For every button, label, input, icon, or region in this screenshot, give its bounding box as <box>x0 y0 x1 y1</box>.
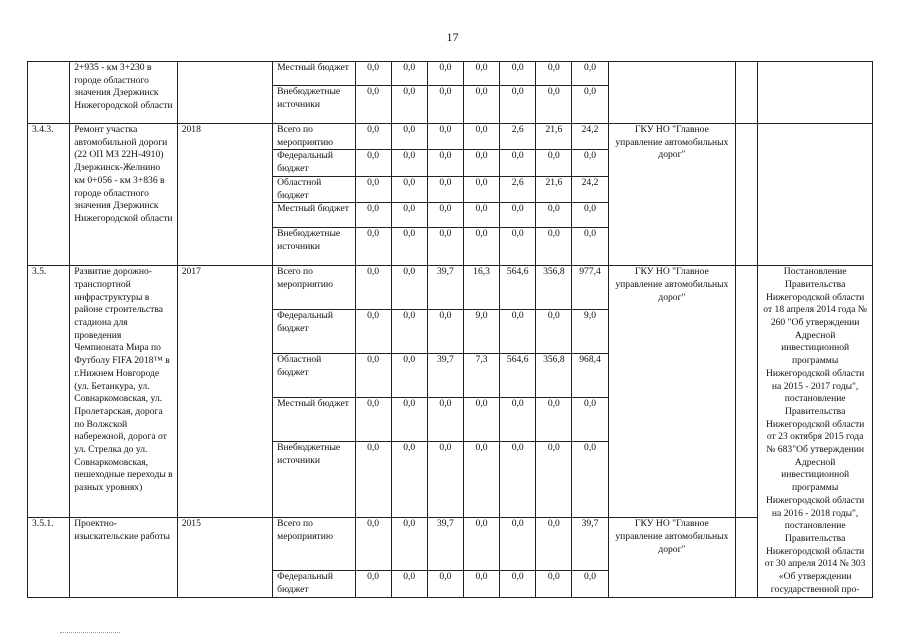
value-cell: 0,0 <box>536 86 572 124</box>
basis-document-cell: Постановление Правительства Нижегородской области от 18 апреля 2014 года № 260 "Об утверждении Адресной инвестиционной программы Нижегородской области на 2015 - 2017 годы", постановление Правительства Нижегородской области от 23 октября 2015 года № 683"Об утверждении Адресной инвестиционной программы Нижегородской области на 2016 - 2018 годы", постановление Правительства Нижегородской области от 30 апреля 2014 № 303 «Об утверждении государственной про- <box>758 266 873 597</box>
value-cell: 0,0 <box>355 86 391 124</box>
value-cell: 0,0 <box>500 571 536 597</box>
page-number: 17 <box>446 30 459 44</box>
value-cell: 0,0 <box>355 571 391 597</box>
value-cell: 0,0 <box>572 442 608 518</box>
item-name-cell: Ремонт участка автомобильной дороги (22 ОП МЗ 22Н-4910) Дзержинск-Желнино км 0+056 - км 3+836 в городе областного значения Дзержинск Нижегородской области <box>70 124 178 266</box>
value-cell: 0,0 <box>536 228 572 266</box>
value-cell: 0,0 <box>572 86 608 124</box>
value-cell: 0,0 <box>391 86 427 124</box>
value-cell: 0,0 <box>355 176 391 202</box>
value-cell: 0,0 <box>572 228 608 266</box>
year-cell: 2018 <box>177 124 272 266</box>
value-cell: 0,0 <box>391 228 427 266</box>
item-name-cell: Развитие дорожно-транспортной инфраструктуры в районе строительства стадиона для проведения Чемпионата Мира по Футболу FIFA 2018™ в г.Нижнем Новгороде (ул. Бетанкура, ул. Совнаркомовская, ул. Пролетарская, дорога по Волжской набережной, дорога от ул. Стрелка до ул. Совнаркомовская, пешеходные переходы в разных уровнях) <box>70 266 178 518</box>
value-cell: 21,6 <box>536 176 572 202</box>
value-cell: 39,7 <box>427 266 463 310</box>
funding-source-cell: Всего по мероприятию <box>273 518 355 571</box>
value-cell: 0,0 <box>500 86 536 124</box>
value-cell: 564,6 <box>500 266 536 310</box>
value-cell: 16,3 <box>463 266 499 310</box>
funding-source-cell: Внебюджетные источники <box>273 86 355 124</box>
value-cell: 0,0 <box>391 62 427 86</box>
value-cell: 0,0 <box>427 571 463 597</box>
funding-source-cell: Федеральный бюджет <box>273 310 355 354</box>
value-cell: 0,0 <box>463 442 499 518</box>
value-cell: 0,0 <box>536 518 572 571</box>
funding-source-cell: Областной бюджет <box>273 354 355 398</box>
value-cell: 9,0 <box>463 310 499 354</box>
value-cell: 0,0 <box>463 571 499 597</box>
value-cell: 0,0 <box>500 398 536 442</box>
value-cell: 0,0 <box>391 518 427 571</box>
item-number-cell: 3.5. <box>28 266 70 518</box>
value-cell: 0,0 <box>427 150 463 176</box>
table-row <box>28 518 873 571</box>
value-cell: 0,0 <box>500 518 536 571</box>
value-cell: 0,0 <box>391 150 427 176</box>
value-cell: 0,0 <box>427 228 463 266</box>
value-cell: 0,0 <box>572 62 608 86</box>
value-cell: 0,0 <box>427 86 463 124</box>
value-cell: 0,0 <box>427 124 463 150</box>
value-cell: 0,0 <box>463 176 499 202</box>
value-cell: 0,0 <box>427 398 463 442</box>
value-cell: 0,0 <box>427 62 463 86</box>
executor-cell: ГКУ НО "Главное управление автомобильных дорог" <box>608 266 736 518</box>
value-cell: 39,7 <box>572 518 608 571</box>
value-cell: 39,7 <box>427 354 463 398</box>
blank-cell <box>736 266 758 518</box>
funding-source-cell: Местный бюджет <box>273 398 355 442</box>
value-cell: 0,0 <box>355 354 391 398</box>
funding-source-cell: Всего по мероприятию <box>273 124 355 150</box>
value-cell: 7,3 <box>463 354 499 398</box>
scan-artifact <box>60 632 120 634</box>
value-cell: 0,0 <box>355 398 391 442</box>
value-cell: 0,0 <box>463 398 499 442</box>
value-cell: 0,0 <box>355 228 391 266</box>
value-cell: 0,0 <box>536 442 572 518</box>
value-cell: 24,2 <box>572 124 608 150</box>
value-cell: 0,0 <box>355 124 391 150</box>
value-cell: 0,0 <box>463 86 499 124</box>
value-cell: 0,0 <box>391 398 427 442</box>
value-cell: 0,0 <box>500 228 536 266</box>
funding-source-cell: Федеральный бюджет <box>273 571 355 597</box>
value-cell: 564,6 <box>500 354 536 398</box>
value-cell: 2,6 <box>500 124 536 150</box>
value-cell: 0,0 <box>572 571 608 597</box>
value-cell: 0,0 <box>391 266 427 310</box>
item-name-cell: Проектно-изыскательские работы <box>70 518 178 597</box>
table-row <box>28 266 873 310</box>
value-cell: 0,0 <box>391 354 427 398</box>
basis-document-cell <box>758 124 873 266</box>
funding-source-cell: Областной бюджет <box>273 176 355 202</box>
value-cell: 2,6 <box>500 176 536 202</box>
value-cell: 0,0 <box>355 150 391 176</box>
funding-source-cell: Внебюджетные источники <box>273 228 355 266</box>
value-cell: 0,0 <box>427 442 463 518</box>
value-cell: 0,0 <box>463 228 499 266</box>
value-cell: 0,0 <box>391 203 427 228</box>
year-cell <box>177 62 272 124</box>
value-cell: 21,6 <box>536 124 572 150</box>
value-cell: 39,7 <box>427 518 463 571</box>
value-cell: 0,0 <box>391 442 427 518</box>
value-cell: 0,0 <box>500 310 536 354</box>
value-cell: 0,0 <box>355 266 391 310</box>
value-cell: 0,0 <box>500 150 536 176</box>
blank-cell <box>736 62 758 124</box>
item-name-cell: 2+935 - км 3+230 в городе областного значения Дзержинск Нижегородской области <box>70 62 178 124</box>
value-cell: 0,0 <box>500 62 536 86</box>
value-cell: 0,0 <box>391 310 427 354</box>
value-cell: 977,4 <box>572 266 608 310</box>
value-cell: 0,0 <box>427 310 463 354</box>
value-cell: 0,0 <box>463 150 499 176</box>
value-cell: 24,2 <box>572 176 608 202</box>
funding-source-cell: Всего по мероприятию <box>273 266 355 310</box>
value-cell: 0,0 <box>500 203 536 228</box>
year-cell: 2017 <box>177 266 272 518</box>
value-cell: 0,0 <box>427 176 463 202</box>
program-table <box>27 61 873 598</box>
value-cell: 9,0 <box>572 310 608 354</box>
item-number-cell: 3.4.3. <box>28 124 70 266</box>
value-cell: 0,0 <box>427 203 463 228</box>
value-cell: 0,0 <box>500 442 536 518</box>
executor-cell: ГКУ НО "Главное управление автомобильных дорог" <box>608 518 736 597</box>
value-cell: 0,0 <box>536 571 572 597</box>
value-cell: 0,0 <box>463 518 499 571</box>
executor-cell: ГКУ НО "Главное управление автомобильных дорог" <box>608 124 736 266</box>
item-number-cell: 3.5.1. <box>28 518 70 597</box>
value-cell: 0,0 <box>355 310 391 354</box>
value-cell: 968,4 <box>572 354 608 398</box>
value-cell: 0,0 <box>536 398 572 442</box>
funding-source-cell: Внебюджетные источники <box>273 442 355 518</box>
value-cell: 0,0 <box>536 310 572 354</box>
value-cell: 356,8 <box>536 266 572 310</box>
value-cell: 0,0 <box>572 150 608 176</box>
blank-cell <box>736 518 758 597</box>
value-cell: 0,0 <box>536 62 572 86</box>
basis-document-cell <box>758 62 873 124</box>
value-cell: 0,0 <box>463 62 499 86</box>
value-cell: 0,0 <box>463 124 499 150</box>
blank-cell <box>736 124 758 266</box>
value-cell: 356,8 <box>536 354 572 398</box>
value-cell: 0,0 <box>355 203 391 228</box>
value-cell: 0,0 <box>572 398 608 442</box>
funding-source-cell: Местный бюджет <box>273 62 355 86</box>
value-cell: 0,0 <box>355 442 391 518</box>
item-number-cell <box>28 62 70 124</box>
value-cell: 0,0 <box>391 176 427 202</box>
value-cell: 0,0 <box>536 150 572 176</box>
table-row <box>28 62 873 86</box>
value-cell: 0,0 <box>355 518 391 571</box>
value-cell: 0,0 <box>355 62 391 86</box>
funding-source-cell: Федеральный бюджет <box>273 150 355 176</box>
value-cell: 0,0 <box>391 124 427 150</box>
year-cell: 2015 <box>177 518 272 597</box>
value-cell: 0,0 <box>391 571 427 597</box>
value-cell: 0,0 <box>572 203 608 228</box>
table-row <box>28 124 873 150</box>
value-cell: 0,0 <box>463 203 499 228</box>
value-cell: 0,0 <box>536 203 572 228</box>
executor-cell <box>608 62 736 124</box>
funding-source-cell: Местный бюджет <box>273 203 355 228</box>
